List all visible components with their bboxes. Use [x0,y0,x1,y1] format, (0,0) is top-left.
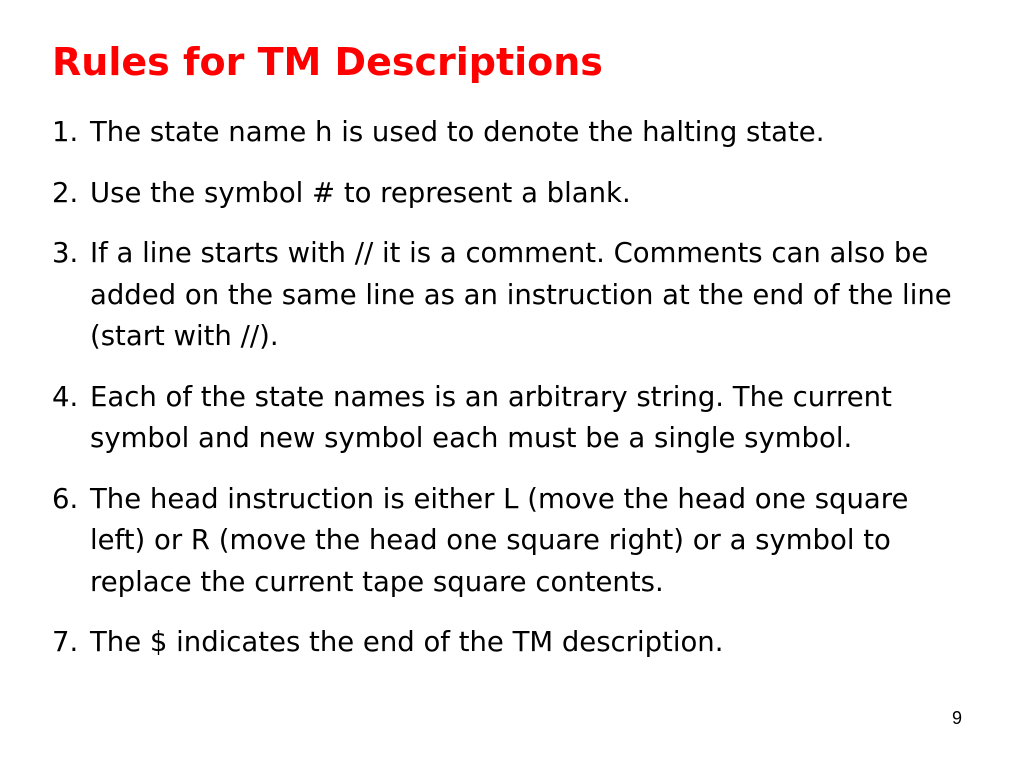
rule-item [52,233,972,358]
rule-number: 2. [52,176,79,209]
rule-number: 3. [52,237,79,269]
rule-item [52,112,972,154]
rule-number: 6. [52,482,79,515]
rule-number: 7. [52,626,79,658]
rule-number: 1. [52,116,79,148]
rule-text: If a line starts with // it is a comment. Comments can also be added on the same line as an instruction at the end of the line (start with //). [90,237,952,352]
slide-title: Rules for TM Descriptions [52,40,603,84]
rules-list [52,112,972,683]
rule-text: Each of the state names is an arbitrary string. The current symbol and new symbol each must be a single symbol. [90,380,892,454]
rule-text: Use the symbol # to represent a blank. [90,176,631,209]
page-number: 9 [951,708,962,728]
rule-item [52,479,972,604]
rule-item [52,377,972,460]
rule-text: The state name h is used to denote the halting state. [90,116,825,148]
rule-number: 4. [52,380,79,413]
rule-item [52,173,972,215]
rule-text: The head instruction is either L (move the head one square left) or R (move the head one square right) or a symbol to replace the current tape square contents. [90,482,909,598]
rule-item [52,622,972,664]
rule-text: The $ indicates the end of the TM description. [90,626,724,658]
